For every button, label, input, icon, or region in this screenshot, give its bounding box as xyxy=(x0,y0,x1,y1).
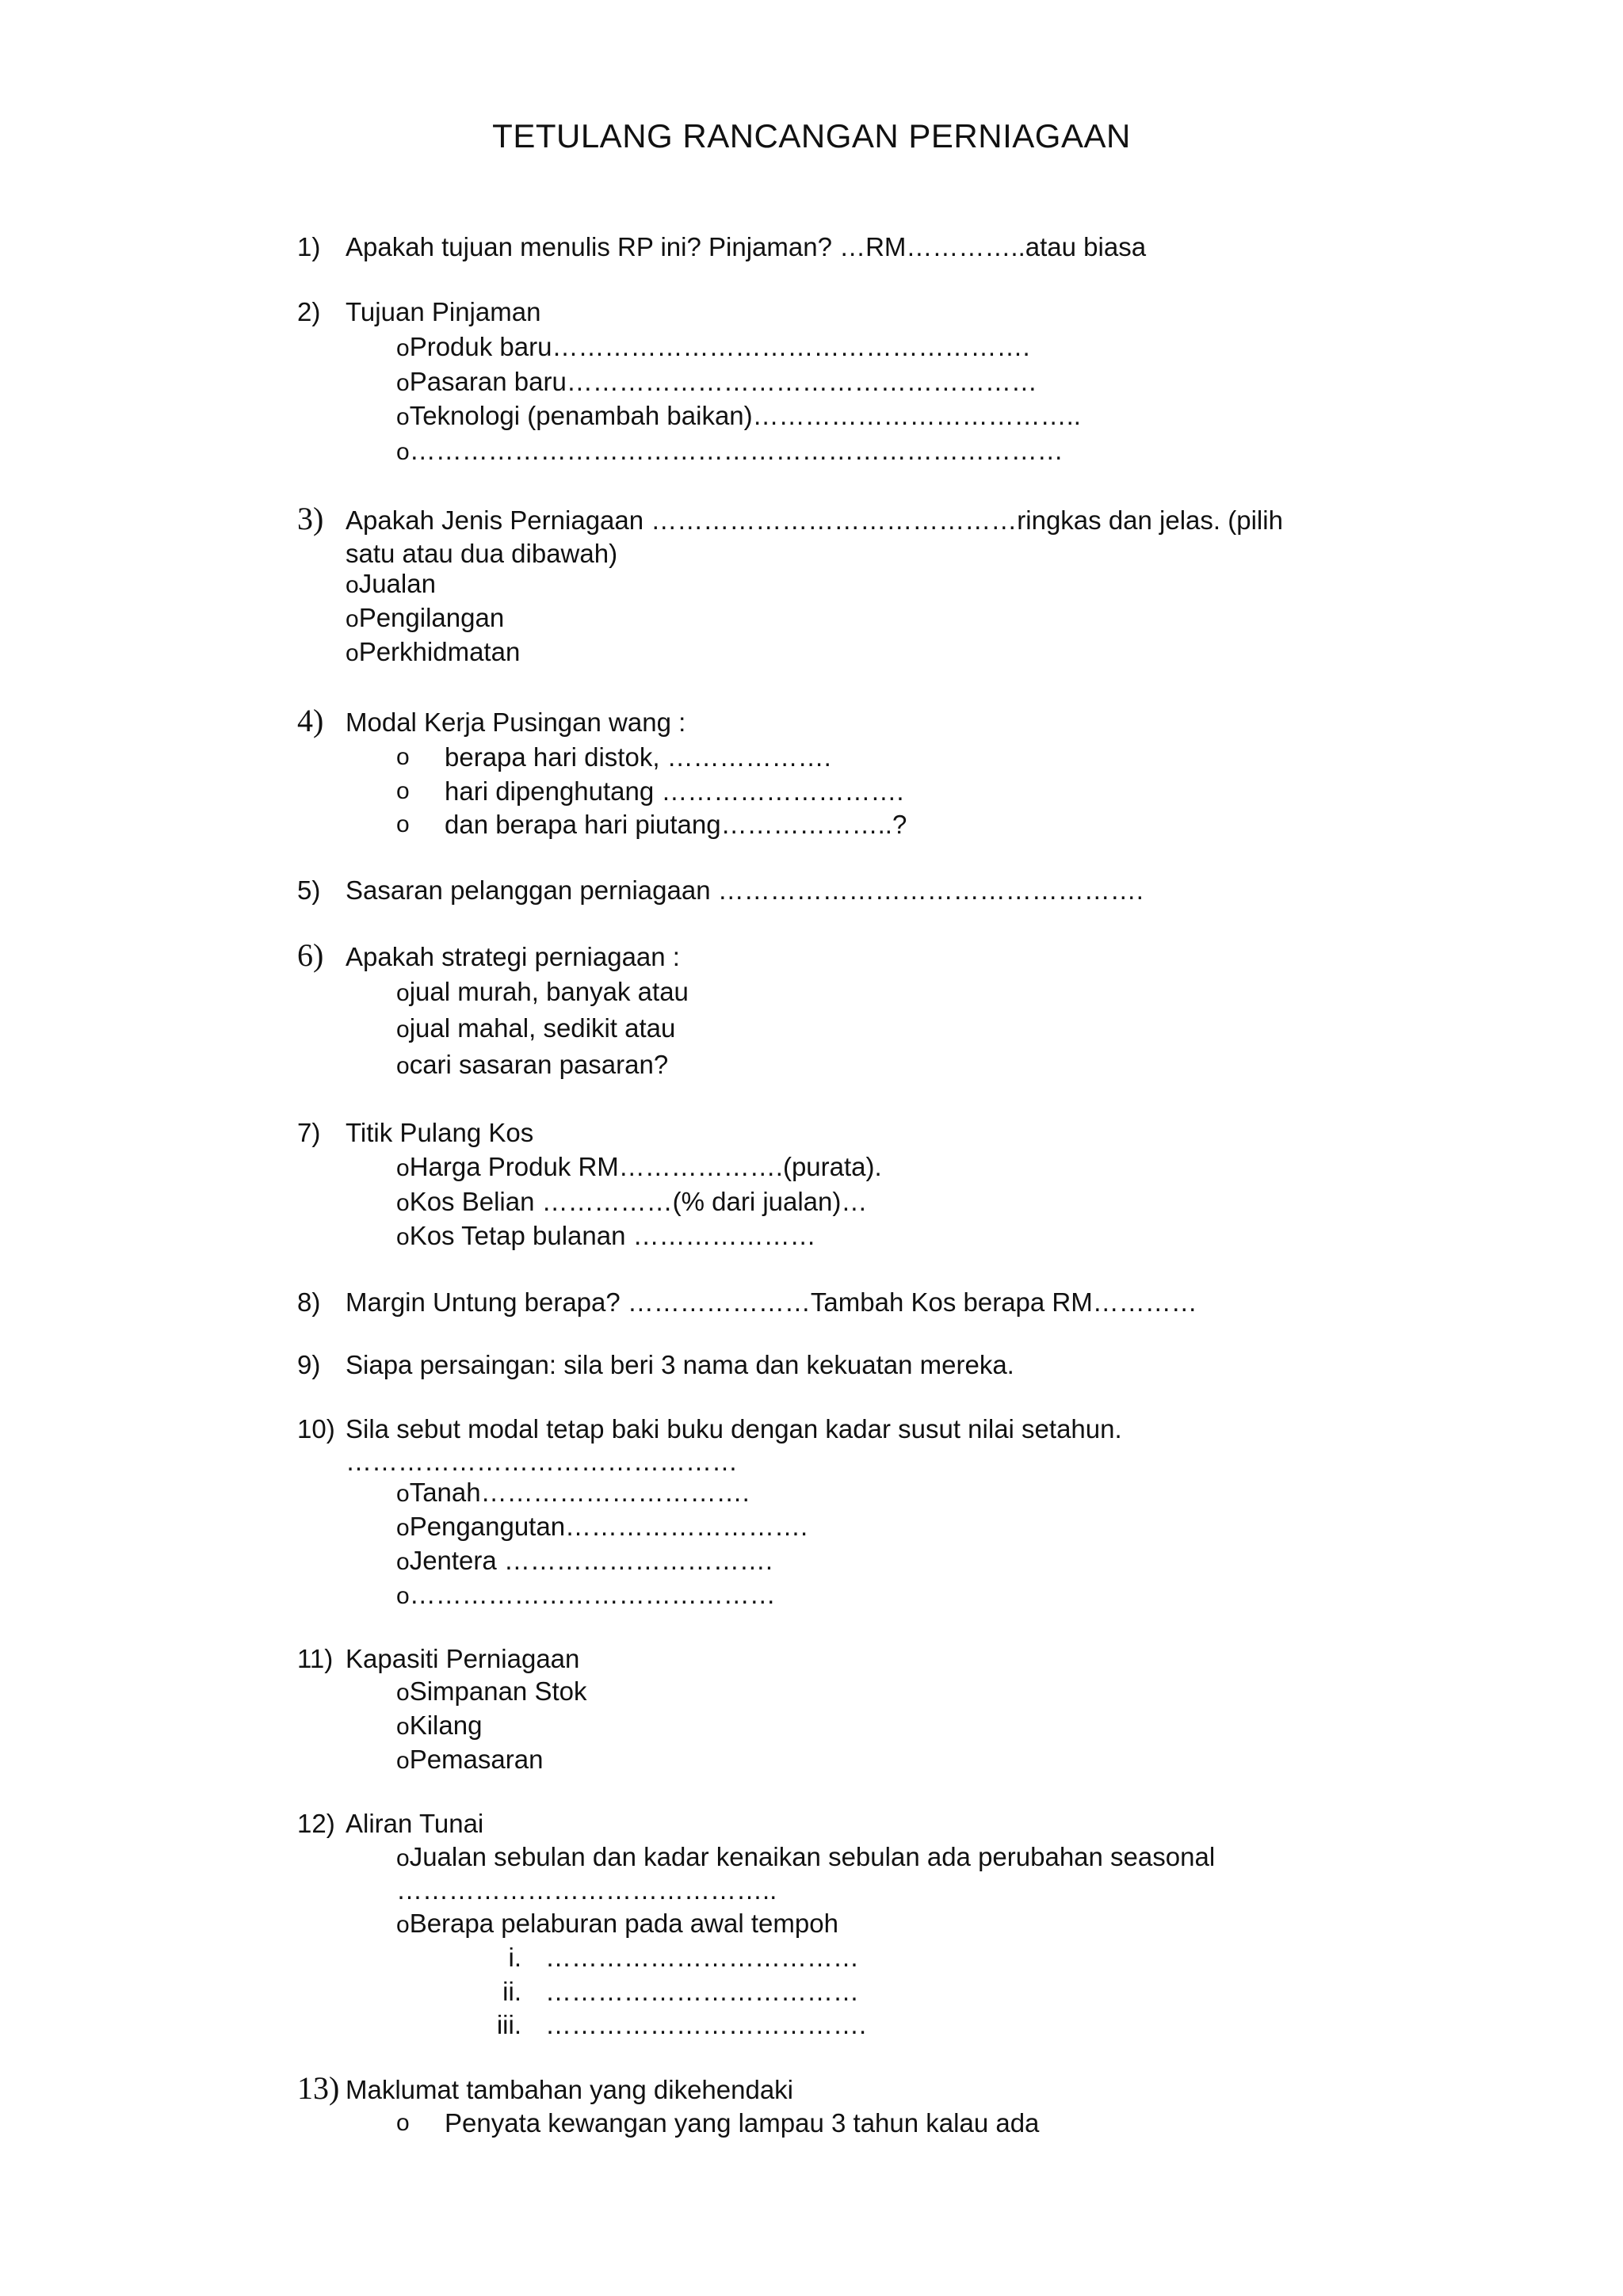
list-item-text: …………………………………… xyxy=(409,1580,776,1609)
list-item-text: Perkhidmatan xyxy=(358,637,521,666)
bullet-icon: o xyxy=(396,1155,410,1181)
item-text: Apakah strategi perniagaan : xyxy=(346,942,680,971)
list-item xyxy=(396,1908,838,1941)
bullet-icon: o xyxy=(396,1515,410,1541)
bullet-icon: o xyxy=(396,1190,410,1216)
list-item xyxy=(346,568,436,601)
list-item-text: Tanah…………………………. xyxy=(409,1478,750,1507)
bullet-icon: o xyxy=(396,1748,410,1774)
item-number: 12) xyxy=(297,1809,335,1838)
bullet-icon: o xyxy=(396,1583,410,1609)
bullet-icon: o xyxy=(396,1912,410,1938)
roman-item-text: ………………………………. xyxy=(545,2010,867,2039)
item-number: 6) xyxy=(297,937,324,973)
list-item xyxy=(396,1151,882,1184)
list-item xyxy=(396,976,689,1009)
item-number: 4) xyxy=(297,703,324,738)
bullet-icon: o xyxy=(396,1481,410,1507)
list-item-text: Jualan xyxy=(358,569,436,598)
item-number: 2) xyxy=(297,297,321,326)
list-item-text: Pemasaran xyxy=(409,1745,544,1774)
list-item-text: Produk baru………………………………………………. xyxy=(409,332,1030,361)
list-item-text: Jualan sebulan dan kadar kenaikan sebulan ada perubahan seasonal xyxy=(409,1842,1216,1871)
bullet-icon: o xyxy=(396,335,410,361)
list-item-text: hari dipenghutang ………………………. xyxy=(445,776,904,806)
item-text: Apakah Jenis Perniagaan ……………………………………ringkas dan jelas. (pilih xyxy=(346,505,1283,535)
bullet-icon: o xyxy=(396,404,410,430)
list-item xyxy=(396,1186,867,1219)
item-number: 3) xyxy=(297,501,324,536)
list-item-text: Pengilangan xyxy=(358,603,505,632)
bullet-icon: o xyxy=(396,2110,410,2136)
bullet-icon: o xyxy=(396,1224,410,1250)
list-item xyxy=(396,366,1037,399)
list-item xyxy=(396,1049,668,1082)
list-item-text: berapa hari distok, ………………. xyxy=(445,742,831,772)
document-title: TETULANG RANCANGAN PERNIAGAAN xyxy=(492,117,1131,154)
list-item xyxy=(396,331,1030,364)
item-number: 9) xyxy=(297,1350,321,1379)
list-item-text: cari sasaran pasaran? xyxy=(409,1050,669,1079)
bullet-icon: o xyxy=(396,1549,410,1575)
item-number: 1) xyxy=(297,232,321,261)
item-text: Apakah tujuan menulis RP ini? Pinjaman? …RM…………..atau biasa xyxy=(346,232,1147,261)
list-item-text: Penyata kewangan yang lampau 3 tahun kalau ada xyxy=(445,2108,1040,2138)
roman-item-text: ……………………………… xyxy=(545,1943,859,1972)
bullet-icon: o xyxy=(396,1845,410,1871)
list-item xyxy=(396,1013,675,1046)
list-item xyxy=(396,1477,750,1510)
list-item-text: Harga Produk RM……………….(purata). xyxy=(409,1152,882,1181)
bullet-icon: o xyxy=(346,640,359,666)
list-item xyxy=(396,1220,816,1253)
item-number: 10) xyxy=(297,1414,335,1444)
bullet-icon: o xyxy=(396,811,410,837)
list-item xyxy=(396,1710,482,1743)
list-item-text: Kos Tetap bulanan ………………… xyxy=(409,1221,816,1250)
item-text-continued: ……………………………………… xyxy=(346,1447,738,1476)
item-text: Sila sebut modal tetap baki buku dengan kadar susut nilai setahun. xyxy=(346,1414,1122,1444)
item-text: Tujuan Pinjaman xyxy=(346,297,541,326)
list-item xyxy=(396,1744,543,1777)
item-text: Kapasiti Perniagaan xyxy=(346,1644,580,1673)
bullet-icon: o xyxy=(396,439,410,465)
list-item xyxy=(396,1676,587,1709)
list-item xyxy=(396,1545,773,1578)
list-item-text: dan berapa hari piutang………………..? xyxy=(445,810,907,839)
list-item-text: ………………………………………………………………… xyxy=(409,436,1064,465)
item-number: 13) xyxy=(297,2070,340,2106)
list-item-text: Simpanan Stok xyxy=(409,1676,587,1706)
list-item-text: jual murah, banyak atau xyxy=(409,977,689,1006)
list-item xyxy=(396,1511,808,1544)
list-item xyxy=(346,636,520,669)
item-text: Siapa persaingan: sila beri 3 nama dan kekuatan mereka. xyxy=(346,1350,1014,1379)
item-text-continued: satu atau dua dibawah) xyxy=(346,539,618,568)
list-item-text: Kos Belian ……………(% dari jualan)… xyxy=(409,1187,868,1216)
list-item xyxy=(346,602,504,635)
list-item xyxy=(396,435,1064,468)
roman-numeral: iii. xyxy=(496,2010,521,2039)
list-item xyxy=(396,1841,1215,1875)
bullet-icon: o xyxy=(396,778,410,804)
item-text: Margin Untung berapa? …………………Tambah Kos berapa RM………… xyxy=(346,1287,1197,1317)
bullet-icon: o xyxy=(396,980,410,1006)
list-item-text: Teknologi (penambah baikan)……………………………….. xyxy=(409,401,1081,430)
item-text: Maklumat tambahan yang dikehendaki xyxy=(346,2075,794,2104)
bullet-icon: o xyxy=(396,1053,410,1079)
bullet-icon: o xyxy=(396,744,410,770)
item-text: Aliran Tunai xyxy=(346,1809,484,1838)
bullet-icon: o xyxy=(396,1016,410,1043)
bullet-icon: o xyxy=(346,572,359,598)
roman-numeral: i. xyxy=(508,1943,521,1972)
bullet-icon: o xyxy=(396,1714,410,1740)
bullet-icon: o xyxy=(396,370,410,396)
list-item-text: jual mahal, sedikit atau xyxy=(409,1013,676,1043)
list-item xyxy=(396,1579,776,1612)
list-item-text: Pasaran baru……………………………………………… xyxy=(409,367,1037,396)
item-text: Sasaran pelanggan perniagaan …………………………………………. xyxy=(346,875,1144,905)
list-item-continued: …………………………………….. xyxy=(396,1875,777,1905)
list-item-text: Jentera …………………………. xyxy=(409,1546,773,1575)
item-number: 11) xyxy=(297,1644,334,1673)
roman-item-text: ……………………………… xyxy=(545,1977,859,2006)
item-text: Modal Kerja Pusingan wang : xyxy=(346,707,686,737)
item-text: Titik Pulang Kos xyxy=(346,1118,534,1147)
bullet-icon: o xyxy=(346,606,359,632)
list-item-text: Berapa pelaburan pada awal tempoh xyxy=(409,1909,838,1938)
list-item-text: Pengangutan………………………. xyxy=(409,1512,808,1541)
item-number: 7) xyxy=(297,1118,321,1147)
list-item-text: Kilang xyxy=(409,1711,483,1740)
bullet-icon: o xyxy=(396,1680,410,1706)
item-number: 5) xyxy=(297,875,321,905)
item-number: 8) xyxy=(297,1287,321,1317)
list-item xyxy=(396,400,1081,433)
roman-numeral: ii. xyxy=(502,1977,521,2006)
